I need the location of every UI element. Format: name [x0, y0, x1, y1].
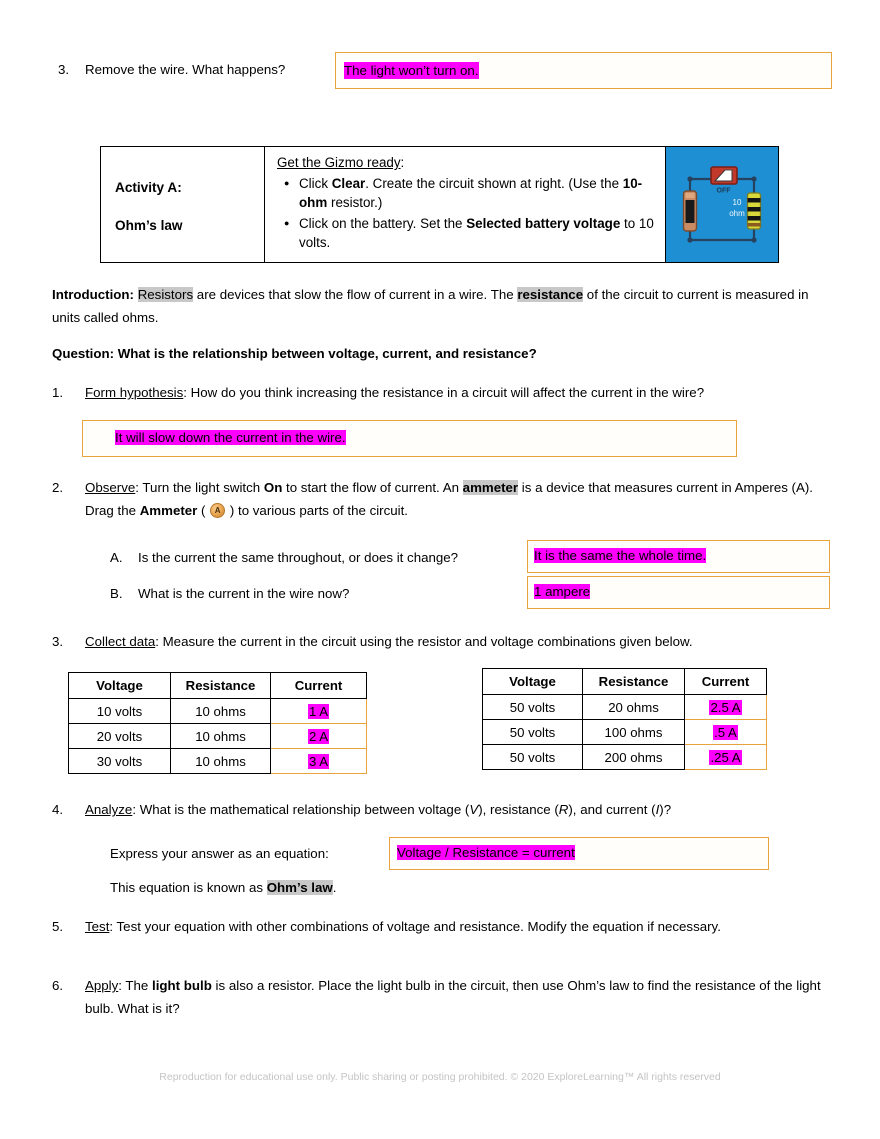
- ammeter-icon: [210, 503, 225, 518]
- right-r0-current-cell[interactable]: [685, 695, 767, 720]
- equation-answer-box[interactable]: [389, 837, 769, 870]
- right-header-current: Current: [685, 669, 767, 695]
- sub-b-answer-box[interactable]: [527, 576, 830, 609]
- sub-b-letter: B.: [110, 586, 123, 601]
- right-r1-resistance: 100 ohms: [583, 720, 685, 745]
- right-r2-voltage: 50 volts: [483, 745, 583, 770]
- left-header-voltage: Voltage: [69, 673, 171, 699]
- left-r2-current-cell[interactable]: [271, 749, 367, 774]
- resistor-icon: [748, 193, 761, 229]
- item-1-text: : How do you think increasing the resistance in a circuit will affect the current in the wire?: [183, 385, 705, 400]
- introduction-text-2: of the circuit to current is measured in units called ohms.: [52, 287, 809, 325]
- resistor-value-line1: 10: [732, 198, 742, 207]
- table-row: [483, 745, 767, 770]
- right-r1-current: .5 A: [714, 724, 737, 740]
- question-3-text: Remove the wire. What happens?: [85, 62, 286, 77]
- item-4-body: [85, 798, 832, 821]
- bullet-1-part3: resistor.): [327, 195, 383, 210]
- hypothesis-answer-box[interactable]: [82, 420, 737, 457]
- item-4-var-r: R: [558, 802, 569, 817]
- item-1-label: Form hypothesis: [85, 385, 184, 400]
- gizmo-ready-heading: [277, 155, 655, 170]
- item-5-number: 5.: [52, 919, 64, 934]
- equation-answer: Voltage / Resistance = current: [397, 845, 575, 860]
- item-2-number: 2.: [52, 480, 64, 495]
- item-2: [52, 476, 832, 522]
- item-1: [52, 381, 832, 404]
- table-row: [483, 695, 767, 720]
- activity-a-box: [100, 146, 779, 263]
- item-5-label: Test: [85, 919, 110, 934]
- item-4-number: 4.: [52, 802, 64, 817]
- item-4-var-v: V: [469, 802, 479, 817]
- left-r2-voltage: 30 volts: [69, 749, 171, 774]
- equation-known-text-b: .: [332, 880, 337, 895]
- item-5-body: [85, 915, 832, 938]
- introduction-term-resistors: Resistors: [137, 287, 194, 302]
- equation-known-text-a: This equation is known as: [110, 880, 267, 895]
- item-6-number: 6.: [52, 978, 64, 993]
- sub-a-answer-box[interactable]: [527, 540, 830, 573]
- right-r0-voltage: 50 volts: [483, 695, 583, 720]
- item-4-var-i: I: [655, 802, 660, 817]
- item-4-text-b: ), resistance (: [478, 802, 559, 817]
- item-3-text: : Measure the current in the circuit using the resistor and voltage combinations given below.: [155, 634, 693, 649]
- item-6-body: [85, 974, 832, 1020]
- item-3-number: 3.: [52, 634, 64, 649]
- introduction-term-resistance: resistance: [517, 287, 584, 302]
- bullet-1-part1: Click: [299, 176, 332, 191]
- activity-bullet-list: [277, 174, 655, 252]
- item-4-text-c: ), and current (: [568, 802, 656, 817]
- right-r0-current: 2.5 A: [710, 699, 741, 715]
- table-row: [69, 699, 367, 724]
- bullet-1-bold2: 10-ohm: [299, 176, 643, 210]
- item-2-sub-a: [110, 546, 458, 569]
- activity-bullet-1: [299, 174, 655, 212]
- table-row: [483, 720, 767, 745]
- left-header-resistance: Resistance: [171, 673, 271, 699]
- sub-a-answer: It is the same the whole time.: [534, 548, 707, 563]
- switch-icon: [711, 167, 737, 184]
- switch-off-label: OFF: [716, 187, 731, 195]
- circuit-diagram-image: [666, 147, 777, 261]
- gizmo-ready-colon: :: [400, 155, 405, 170]
- right-r2-current-cell[interactable]: [685, 745, 767, 770]
- sub-a-question: Is the current the same throughout, or does it change?: [138, 550, 459, 565]
- item-2-text-b: to start the flow of current. An: [282, 480, 463, 495]
- sub-b-answer: 1 ampere: [534, 584, 591, 599]
- activity-bullet-2: [299, 214, 655, 252]
- item-4-text-d: )?: [659, 802, 672, 817]
- right-r1-voltage: 50 volts: [483, 720, 583, 745]
- item-6-bold: light bulb: [152, 978, 212, 993]
- item-2-body: [85, 476, 832, 522]
- data-table-left: [68, 672, 367, 774]
- item-2-text-d: (: [197, 503, 210, 518]
- bullet-1-part2: . Create the circuit shown at right. (Use the: [365, 176, 623, 191]
- table-header-row: [69, 673, 367, 699]
- item-6: [52, 974, 832, 1020]
- left-r1-voltage: 20 volts: [69, 724, 171, 749]
- item-3-label: Collect data: [85, 634, 156, 649]
- left-r0-current-cell[interactable]: [271, 699, 367, 724]
- right-r2-resistance: 200 ohms: [583, 745, 685, 770]
- table-row: [69, 724, 367, 749]
- item-1-number: 1.: [52, 385, 64, 400]
- introduction-label: Introduction:: [52, 287, 134, 302]
- item-6-label: Apply: [85, 978, 119, 993]
- item-4: [52, 798, 832, 821]
- item-5-text: : Test your equation with other combinations of voltage and resistance. Modify the equation if necessary.: [109, 919, 721, 934]
- left-r0-voltage: 10 volts: [69, 699, 171, 724]
- activity-title: Activity A:: [115, 180, 182, 195]
- introduction-text-1: are devices that slow the flow of current in a wire. The: [193, 287, 518, 302]
- activity-instructions-cell: [265, 147, 665, 262]
- equation-label: Express your answer as an equation:: [110, 846, 329, 861]
- equation-known-term: Ohm’s law: [266, 880, 333, 895]
- question-3-row: [52, 52, 832, 90]
- table-row: [69, 749, 367, 774]
- item-2-bold-on: On: [263, 480, 283, 495]
- item-4-label: Analyze: [85, 802, 133, 817]
- sub-a-letter: A.: [110, 550, 123, 565]
- activity-subtitle: Ohm’s law: [115, 218, 183, 233]
- item-2-text-a: : Turn the light switch: [135, 480, 264, 495]
- item-1-body: [85, 381, 832, 404]
- left-header-current: Current: [271, 673, 367, 699]
- data-table-right: [482, 668, 767, 770]
- left-r2-current: 3 A: [308, 753, 329, 769]
- left-r0-current: 1 A: [308, 703, 329, 719]
- item-4-text-a: : What is the mathematical relationship between voltage (: [132, 802, 470, 817]
- page-footer: Reproduction for educational use only. Public sharing or posting prohibited. © 2020 ExploreLearning™ All rights reserved: [159, 1071, 721, 1083]
- bullet-2-part2: to 10 volts.: [299, 216, 654, 250]
- left-r0-resistance: 10 ohms: [171, 699, 271, 724]
- item-3: [52, 630, 832, 653]
- right-header-voltage: Voltage: [483, 669, 583, 695]
- item-6-text-a: : The: [118, 978, 153, 993]
- introduction-paragraph: [52, 283, 824, 329]
- item-3-body: [85, 630, 832, 653]
- item-2-label: Observe: [85, 480, 136, 495]
- right-r0-resistance: 20 ohms: [583, 695, 685, 720]
- question-3-answer-box[interactable]: [335, 52, 832, 89]
- item-2-text-e: ) to various parts of the circuit.: [226, 503, 408, 518]
- left-r1-current-cell[interactable]: [271, 724, 367, 749]
- bullet-2-bold1: Selected battery voltage: [466, 216, 621, 231]
- left-r1-current: 2 A: [308, 728, 329, 744]
- question-3-number: 3.: [58, 62, 70, 77]
- sub-b-question: What is the current in the wire now?: [138, 586, 350, 601]
- table-header-row: [483, 669, 767, 695]
- item-2-sub-b: [110, 582, 349, 605]
- bullet-1-bold1: Clear: [331, 176, 366, 191]
- right-r2-current: .25 A: [710, 749, 741, 765]
- question-3-answer: The light won’t turn on.: [344, 63, 479, 78]
- right-header-resistance: Resistance: [583, 669, 685, 695]
- item-6-text-b: is also a resistor. Place the light bulb in the circuit, then use Ohm’s law to find the resistance of the light bulb. What is it?: [85, 978, 821, 1016]
- battery-icon: [684, 191, 697, 231]
- left-r2-resistance: 10 ohms: [171, 749, 271, 774]
- right-r1-current-cell[interactable]: [685, 720, 767, 745]
- ammeter-icon-letter: A: [214, 506, 221, 515]
- question-heading: Question: What is the relationship between voltage, current, and resistance?: [52, 346, 537, 361]
- item-2-text-c: is a device that measures current in Amperes (A). Drag the: [85, 480, 813, 518]
- item-2-bold-ammeter: Ammeter: [139, 503, 198, 518]
- circuit-diagram-cell: [665, 147, 778, 262]
- activity-title-cell: [101, 147, 265, 262]
- left-r1-resistance: 10 ohms: [171, 724, 271, 749]
- item-2-term-ammeter: ammeter: [462, 480, 519, 495]
- item-5: [52, 915, 832, 938]
- resistor-value-line2: ohm: [729, 209, 745, 218]
- gizmo-ready-label: Get the Gizmo ready: [277, 155, 401, 170]
- bullet-2-part1: Click on the battery. Set the: [299, 216, 467, 231]
- hypothesis-answer: It will slow down the current in the wire.: [115, 430, 346, 445]
- equation-known-line: [110, 880, 336, 895]
